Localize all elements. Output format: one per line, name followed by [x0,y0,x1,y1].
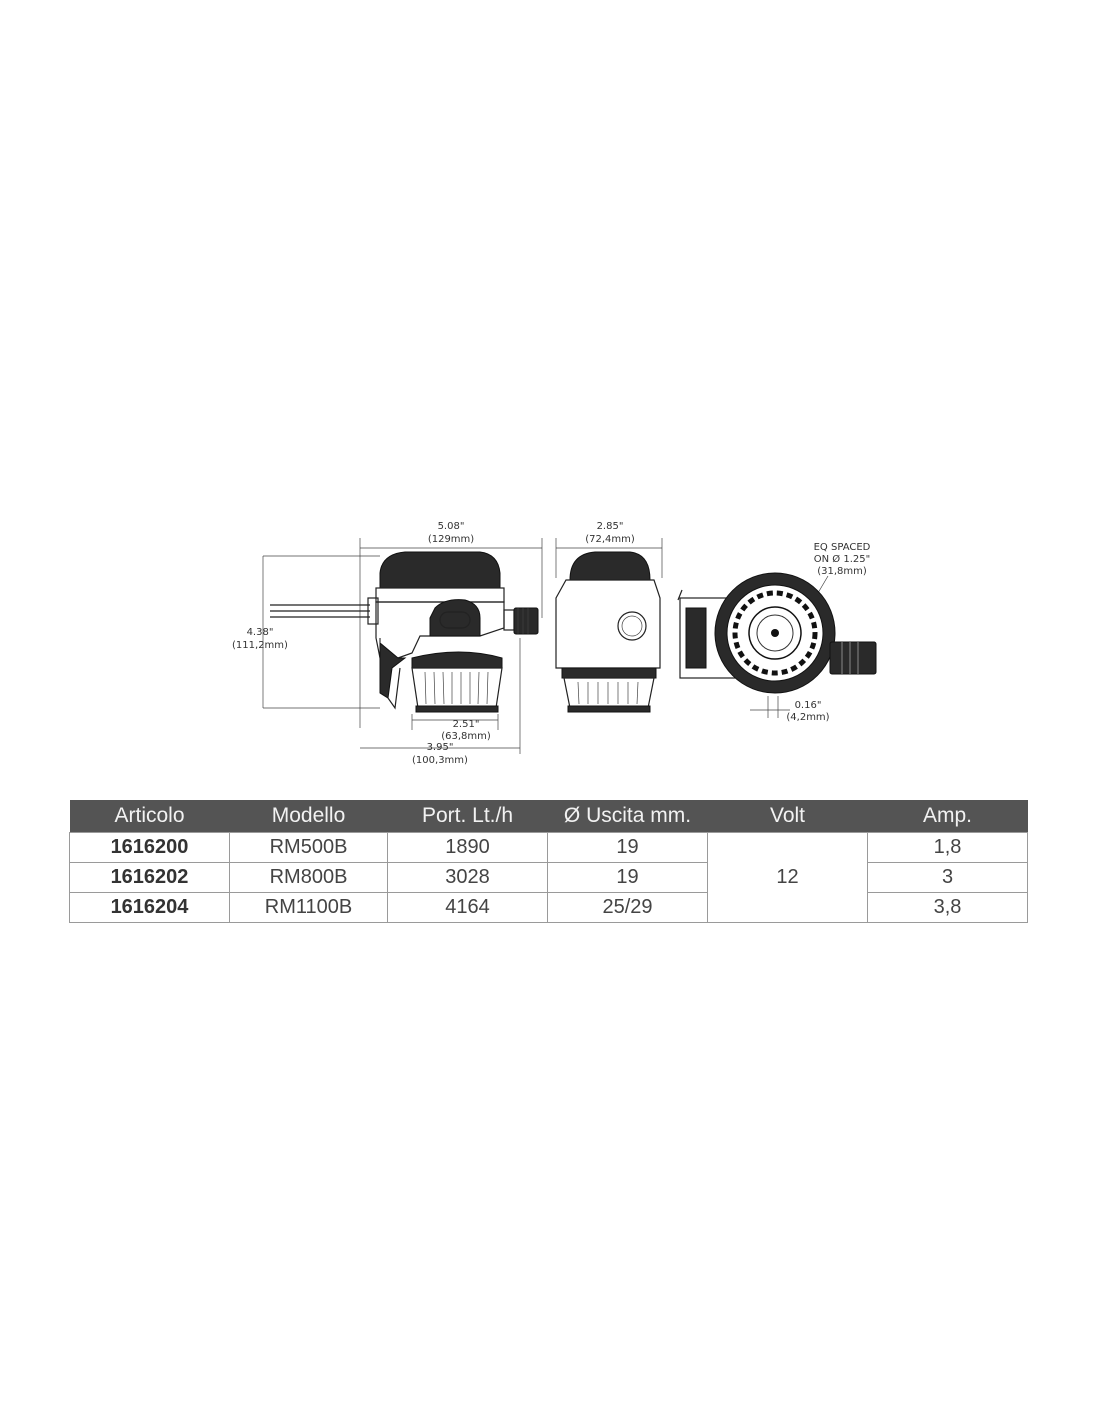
dim-hole-mm: (4,2mm) [786,712,830,723]
dim-height: 4.38" [246,627,274,638]
cell-amp: 1,8 [868,833,1028,863]
cell-uscita: 19 [548,863,708,893]
table-row [70,893,1028,923]
dim-base-width: 2.51" [452,719,480,730]
dim-base-width-mm: (63,8mm) [441,731,491,742]
dim-eq-spaced-mm: (31,8mm) [817,566,867,577]
spec-table [69,800,1028,923]
cell-amp: 3,8 [868,893,1028,923]
dim-top-length: 5.08" [437,521,465,532]
dim-overall-base-mm: (100,3mm) [412,755,468,766]
dim-eq-spaced-on: ON Ø 1.25" [813,554,871,565]
header-uscita: Ø Uscita mm. [548,800,708,833]
side-view [232,521,542,766]
table-row [70,833,1028,863]
header-volt: Volt [708,800,868,833]
cell-volt: 12 [708,833,868,923]
bottom-view [678,542,876,723]
header-modello: Modello [230,800,388,833]
front-view [556,521,662,712]
header-articolo: Articolo [70,800,230,833]
dim-front-width: 2.85" [596,521,624,532]
header-amp: Amp. [868,800,1028,833]
cell-modello: RM500B [230,833,388,863]
dim-top-length-mm: (129mm) [427,534,475,545]
header-portata: Port. Lt./h [388,800,548,833]
cell-articolo: 1616204 [70,893,230,923]
cell-uscita: 19 [548,833,708,863]
cell-amp: 3 [868,863,1028,893]
cell-modello: RM800B [230,863,388,893]
dim-eq-spaced: EQ SPACED [813,542,871,553]
cell-portata: 1890 [388,833,548,863]
pump-technical-drawing [230,518,890,780]
cell-uscita: 25/29 [548,893,708,923]
cell-articolo: 1616200 [70,833,230,863]
table-row [70,863,1028,893]
dim-overall-base: 3.95" [426,742,454,753]
cell-portata: 3028 [388,863,548,893]
dim-front-width-mm: (72,4mm) [585,534,635,545]
dim-hole: 0.16" [794,700,822,711]
cell-modello: RM1100B [230,893,388,923]
table-header-row [70,800,1028,833]
cell-articolo: 1616202 [70,863,230,893]
dim-height-mm: (111,2mm) [232,640,288,651]
cell-portata: 4164 [388,893,548,923]
